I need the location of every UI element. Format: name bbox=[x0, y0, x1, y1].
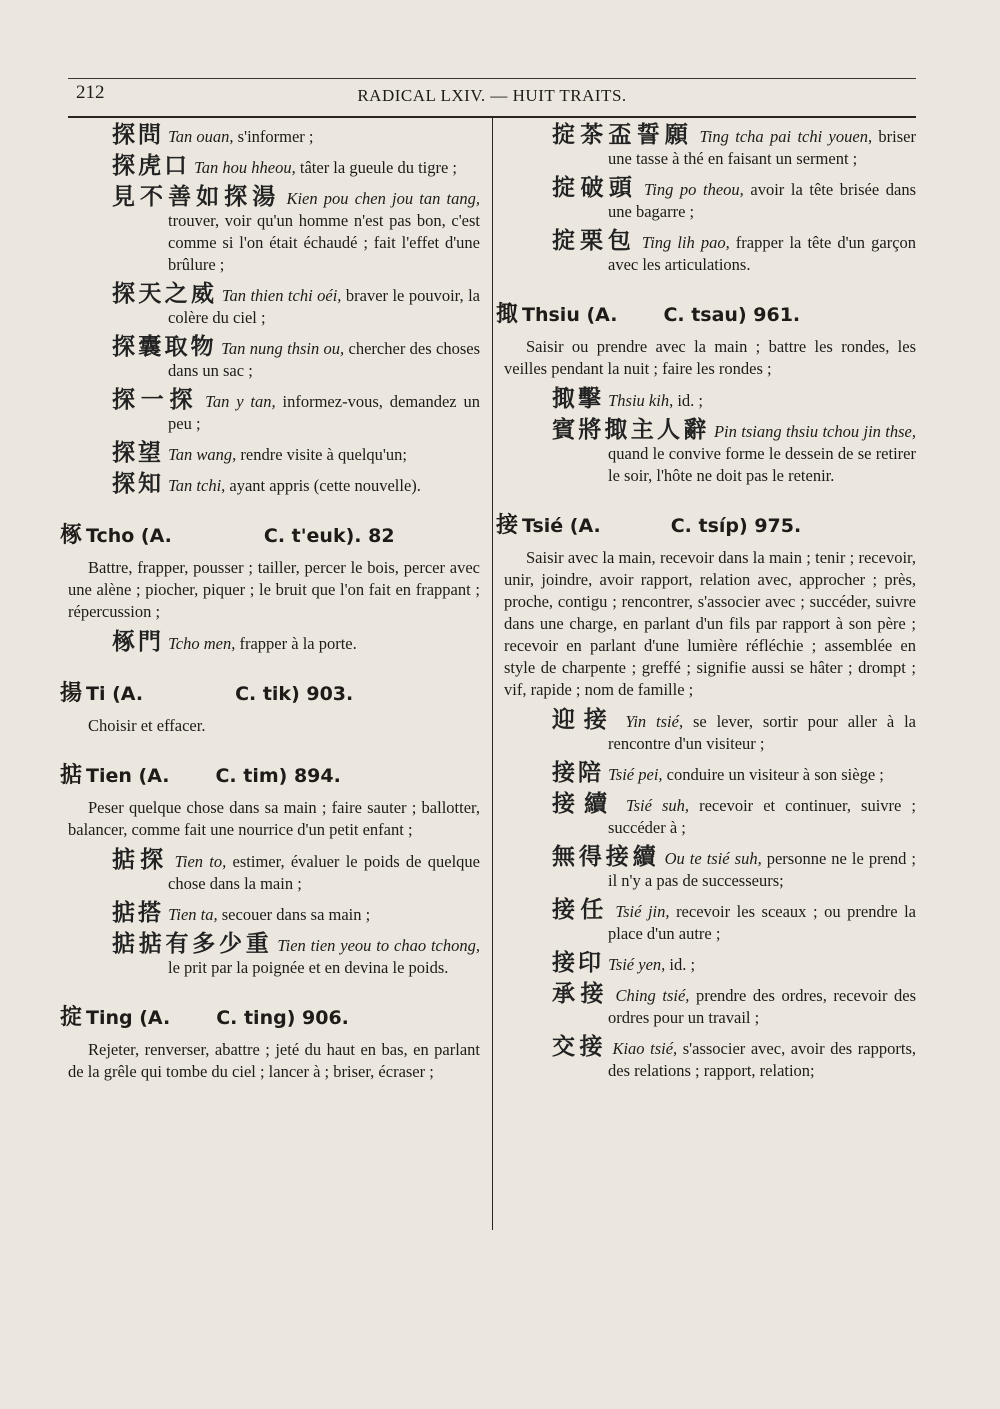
heading-character: 掫 bbox=[496, 302, 519, 327]
entry-chinese: 接續 bbox=[552, 791, 616, 817]
entry-chinese: 探一探 bbox=[112, 387, 199, 413]
dictionary-entry bbox=[504, 983, 916, 1029]
entry-romanization: Pin tsiang thsiu tchou jin thse, bbox=[713, 422, 917, 441]
entry-romanization: Tcho men, bbox=[168, 634, 236, 653]
entry-definition: recevoir les sceaux ; ou prendre la place d'un autre ; bbox=[608, 902, 917, 943]
thsiu-entry-list bbox=[504, 388, 916, 487]
entry-romanization: Ching tsié, bbox=[615, 986, 690, 1005]
entry-definition: chercher des choses dans un sac ; bbox=[168, 339, 480, 380]
dictionary-entry bbox=[68, 473, 480, 497]
entry-chinese: 掟栗包 bbox=[552, 228, 636, 254]
entry-romanization: Tan nung thsin ou, bbox=[221, 339, 345, 358]
left-column bbox=[60, 122, 481, 1091]
ting-entry-list bbox=[504, 124, 916, 276]
dictionary-entry bbox=[68, 336, 480, 382]
entry-definition: recevoir et continuer, suivre ; succéder à ; bbox=[608, 796, 916, 837]
heading-character: 椓 bbox=[60, 523, 83, 548]
entry-definition: tâter la gueule du tigre ; bbox=[295, 158, 458, 177]
dictionary-entry bbox=[68, 389, 480, 435]
entry-chinese: 接印 bbox=[552, 950, 604, 976]
heading-name: Thsiu (A. bbox=[522, 304, 618, 326]
entry-chinese: 探虎口 bbox=[112, 153, 190, 179]
tsie-entry-list bbox=[504, 709, 916, 1082]
definition-tsie: Saisir avec la main, recevoir dans la main ; tenir ; recevoir, unir, joindre, avoir rapport, relation avec, approcher ; près, proche, contigu ; rencontrer, s'associer avec ; succéder, suivre dans une charge, en parlant d'un fils par rapport à son père ; recevoir en parlant d'une lumière réfléchie ; assemblée en style de charpente ; greffé ; signifie aussi se hâter ; drompt ; vif, rapide ; nom de famille ; bbox=[504, 548, 916, 699]
entry-romanization: Tien tien yeou to chao tchong, bbox=[277, 936, 480, 955]
definition-ti: Choisir et effacer. bbox=[88, 716, 206, 735]
heading-name: Ti (A. bbox=[86, 683, 144, 705]
entry-definition: prendre des ordres, recevoir des ordres pour un travail ; bbox=[608, 986, 917, 1027]
dictionary-entry bbox=[68, 186, 480, 276]
entry-romanization: Ou te tsié suh, bbox=[664, 849, 762, 868]
heading-name: Tsié (A. bbox=[522, 515, 601, 537]
entry-romanization: Tan y tan, bbox=[205, 392, 276, 411]
entry-definition: s'associer avec, avoir des rapports, des relations ; rapport, relation; bbox=[608, 1039, 916, 1080]
heading-cantonese: C. ting) 906. bbox=[216, 1007, 349, 1029]
dictionary-entry bbox=[504, 177, 916, 223]
radical-heading-tien bbox=[60, 765, 480, 787]
entry-romanization: Tsié pei, bbox=[608, 765, 663, 784]
dictionary-entry bbox=[504, 793, 916, 839]
entry-definition: secouer dans sa main ; bbox=[217, 905, 371, 924]
entry-romanization: Thsiu kih, bbox=[608, 391, 674, 410]
entry-romanization: Tan hou hheou, bbox=[194, 158, 296, 177]
heading-character: 掟 bbox=[60, 1005, 83, 1030]
entry-romanization: Tien ta, bbox=[168, 905, 218, 924]
definition-tien: Peser quelque chose dans sa main ; faire sauter ; ballotter, balancer, comme fait une nourrice d'un petit enfant ; bbox=[68, 798, 480, 839]
dictionary-entry bbox=[68, 124, 480, 148]
entry-chinese: 掟茶盃誓願 bbox=[552, 122, 694, 148]
entry-chinese: 探問 bbox=[112, 122, 164, 148]
entry-definition: avoir la tête brisée dans une bagarre ; bbox=[608, 180, 916, 221]
entry-definition: conduire un visiteur à son siège ; bbox=[662, 765, 884, 784]
definition-thsiu: Saisir ou prendre avec la main ; battre les rondes, les veilles pendant la nuit ; faire les rondes ; bbox=[504, 337, 916, 378]
heading-name: Ting (A. bbox=[86, 1007, 171, 1029]
dictionary-entry bbox=[504, 899, 916, 945]
dictionary-entry bbox=[504, 952, 916, 976]
radical-heading-tcho bbox=[60, 525, 480, 547]
entry-romanization: Tien to, bbox=[174, 852, 227, 871]
running-title: RADICAL LXIV. — HUIT TRAITS. bbox=[357, 86, 627, 105]
dictionary-entry bbox=[68, 902, 480, 926]
entry-chinese: 椓門 bbox=[112, 629, 164, 655]
entry-chinese: 接陪 bbox=[552, 760, 604, 786]
dictionary-entry bbox=[504, 419, 916, 487]
entry-definition: trouver, voir qu'un homme n'est pas bon, c'est comme si l'on était échaudé ; fait l'effet d'une brûlure ; bbox=[168, 211, 480, 274]
dictionary-entry bbox=[68, 155, 480, 179]
entry-romanization: Tan wang, bbox=[168, 445, 237, 464]
entry-chinese: 掂探 bbox=[112, 847, 169, 873]
page-header bbox=[68, 72, 916, 112]
entry-definition: personne ne le prend ; il n'y a pas de successeurs; bbox=[608, 849, 916, 890]
entry-chinese: 無得接續 bbox=[552, 844, 660, 870]
dictionary-entry bbox=[504, 846, 916, 892]
tan-entry-list bbox=[68, 124, 480, 497]
tcho-entry-list bbox=[68, 631, 480, 655]
entry-romanization: Tsié jin, bbox=[615, 902, 670, 921]
entry-chinese: 掫擊 bbox=[552, 386, 604, 412]
right-column bbox=[496, 122, 917, 1089]
dictionary-entry bbox=[504, 762, 916, 786]
entry-definition: id. ; bbox=[665, 955, 696, 974]
heading-cantonese: C. tim) 894. bbox=[215, 765, 341, 787]
column-divider bbox=[492, 118, 493, 1230]
definition-tcho: Battre, frapper, pousser ; tailler, percer le bois, percer avec une alène ; piocher, piquer ; le bruit que l'on fait en frappant ; répercussion ; bbox=[68, 558, 480, 621]
page-number: 212 bbox=[76, 82, 105, 103]
radical-heading-thsiu bbox=[496, 304, 916, 326]
entry-romanization: Ting lih pao, bbox=[641, 233, 730, 252]
entry-chinese: 探天之威 bbox=[112, 281, 218, 307]
entry-romanization: Tan ouan, bbox=[168, 127, 234, 146]
dictionary-entry bbox=[68, 283, 480, 329]
dictionary-entry bbox=[504, 124, 916, 170]
entry-romanization: Tsié suh, bbox=[625, 796, 690, 815]
dictionary-entry bbox=[504, 230, 916, 276]
entry-definition: briser une tasse à thé en faisant un serment ; bbox=[608, 127, 917, 168]
entry-romanization: Yin tsié, bbox=[625, 712, 684, 731]
entry-definition: ayant appris (cette nouvelle). bbox=[225, 476, 421, 495]
entry-definition: se lever, sortir pour aller à la rencontre d'un visiteur ; bbox=[608, 712, 916, 753]
radical-heading-ti bbox=[60, 683, 480, 705]
heading-name: Tien (A. bbox=[86, 765, 170, 787]
heading-cantonese: C. tsíp) 975. bbox=[670, 515, 802, 537]
entry-definition: id. ; bbox=[673, 391, 704, 410]
entry-definition: s'informer ; bbox=[233, 127, 314, 146]
entry-romanization: Tan tchi, bbox=[168, 476, 226, 495]
radical-heading-tsie bbox=[496, 515, 916, 537]
entry-definition: quand le convive forme le dessein de se retirer le soir, l'hôte ne doit pas le retenir. bbox=[608, 444, 916, 485]
tien-entry-list bbox=[68, 849, 480, 979]
entry-definition: estimer, évaluer le poids de quelque chose dans la main ; bbox=[168, 852, 480, 893]
entry-definition: frapper la tête d'un garçon avec les articulations. bbox=[608, 233, 917, 274]
heading-cantonese: C. t'euk). 82 bbox=[263, 525, 395, 547]
dictionary-entry bbox=[504, 709, 916, 755]
entry-chinese: 賓將掫主人辭 bbox=[552, 417, 710, 443]
entry-definition: rendre visite à quelqu'un; bbox=[236, 445, 407, 464]
entry-chinese: 掟破頭 bbox=[552, 175, 638, 201]
entry-chinese: 承接 bbox=[552, 981, 609, 1007]
heading-cantonese: C. tsau) 961. bbox=[663, 304, 801, 326]
entry-chinese: 掂掂有多少重 bbox=[112, 931, 273, 957]
entry-chinese: 迎接 bbox=[552, 707, 616, 733]
entry-chinese: 探囊取物 bbox=[112, 334, 217, 360]
entry-romanization: Ting tcha pai tchi youen, bbox=[699, 127, 873, 146]
entry-chinese: 接任 bbox=[552, 897, 609, 923]
dictionary-entry bbox=[68, 849, 480, 895]
entry-chinese: 掂搭 bbox=[112, 900, 164, 926]
definition-ting: Rejeter, renverser, abattre ; jeté du haut en bas, en parlant de la grêle qui tombe du ciel ; lancer à ; briser, écraser ; bbox=[68, 1040, 480, 1081]
entry-definition: braver le pouvoir, la colère du ciel ; bbox=[168, 286, 481, 327]
header-rule bbox=[68, 78, 916, 79]
entry-romanization: Tan thien tchi oéi, bbox=[221, 286, 342, 305]
entry-chinese: 見不善如探湯 bbox=[112, 184, 281, 210]
entry-definition: frapper à la porte. bbox=[235, 634, 357, 653]
entry-chinese: 探望 bbox=[112, 440, 164, 466]
entry-chinese: 交接 bbox=[552, 1034, 607, 1060]
entry-romanization: Tsié yen, bbox=[608, 955, 666, 974]
heading-character: 接 bbox=[496, 513, 519, 538]
entry-definition: informez-vous, demandez un peu ; bbox=[168, 392, 481, 433]
dictionary-entry bbox=[68, 442, 480, 466]
entry-romanization: Kiao tsié, bbox=[612, 1039, 678, 1058]
heading-cantonese: C. tik) 903. bbox=[235, 683, 354, 705]
entry-chinese: 探知 bbox=[112, 471, 164, 497]
heading-name: Tcho (A. bbox=[86, 525, 172, 547]
heading-character: 揚 bbox=[60, 681, 83, 706]
entry-definition: le prit par la poignée et en devina le poids. bbox=[168, 958, 449, 977]
radical-heading-ting bbox=[60, 1007, 480, 1029]
entry-romanization: Kien pou chen jou tan tang, bbox=[286, 189, 480, 208]
dictionary-entry bbox=[504, 388, 916, 412]
dictionary-entry bbox=[504, 1036, 916, 1082]
entry-romanization: Ting po theou, bbox=[643, 180, 744, 199]
heading-character: 掂 bbox=[60, 763, 83, 788]
dictionary-entry bbox=[68, 631, 480, 655]
dictionary-entry bbox=[68, 933, 480, 979]
